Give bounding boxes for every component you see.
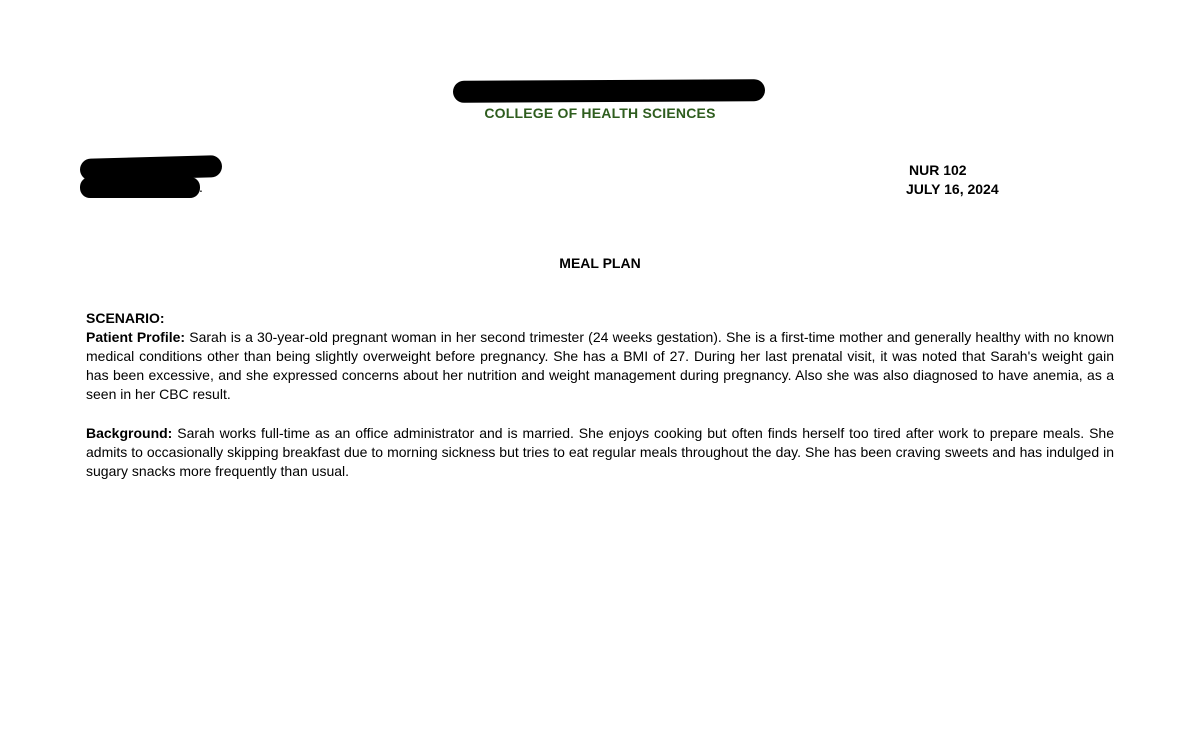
trailing-period: . xyxy=(199,179,203,195)
document-title: MEAL PLAN xyxy=(559,255,641,271)
background-paragraph xyxy=(86,424,1114,481)
college-name: COLLEGE OF HEALTH SCIENCES xyxy=(484,105,716,121)
scenario-heading: SCENARIO: xyxy=(86,310,165,326)
document-date: JULY 16, 2024 xyxy=(906,181,999,197)
patient-profile-text: Sarah is a 30-year-old pregnant woman in her second trimester (24 weeks gestation). She is a first-time mother and generally healthy with no known medical conditions other than being slightly overweight before pregnancy. She has a BMI of 27. During her last prenatal visit, it was noted that Sarah's weight gain has been excessive, and she expressed concerns about her nutrition and weight management during pregnancy. Also she was also diagnosed to have anemia, as a seen in her CBC result. xyxy=(86,329,1115,402)
course-code: NUR 102 xyxy=(909,162,967,178)
background-label: Background: xyxy=(86,425,173,441)
scenario-section xyxy=(86,309,1114,404)
patient-profile-label: Patient Profile: xyxy=(86,329,186,345)
redaction-mark-school-name xyxy=(453,79,765,103)
background-section xyxy=(86,424,1114,481)
background-text: Sarah works full-time as an office administrator and is married. She enjoys cooking but often finds herself too tired after work to prepare meals. She admits to occasionally skipping breakfast due to morning sickness but tries to eat regular meals throughout the day. She has been craving sweets and has indulged in sugary snacks more frequently than usual. xyxy=(86,425,1114,479)
patient-profile-paragraph xyxy=(86,328,1114,404)
redaction-mark-student-section xyxy=(80,177,200,198)
